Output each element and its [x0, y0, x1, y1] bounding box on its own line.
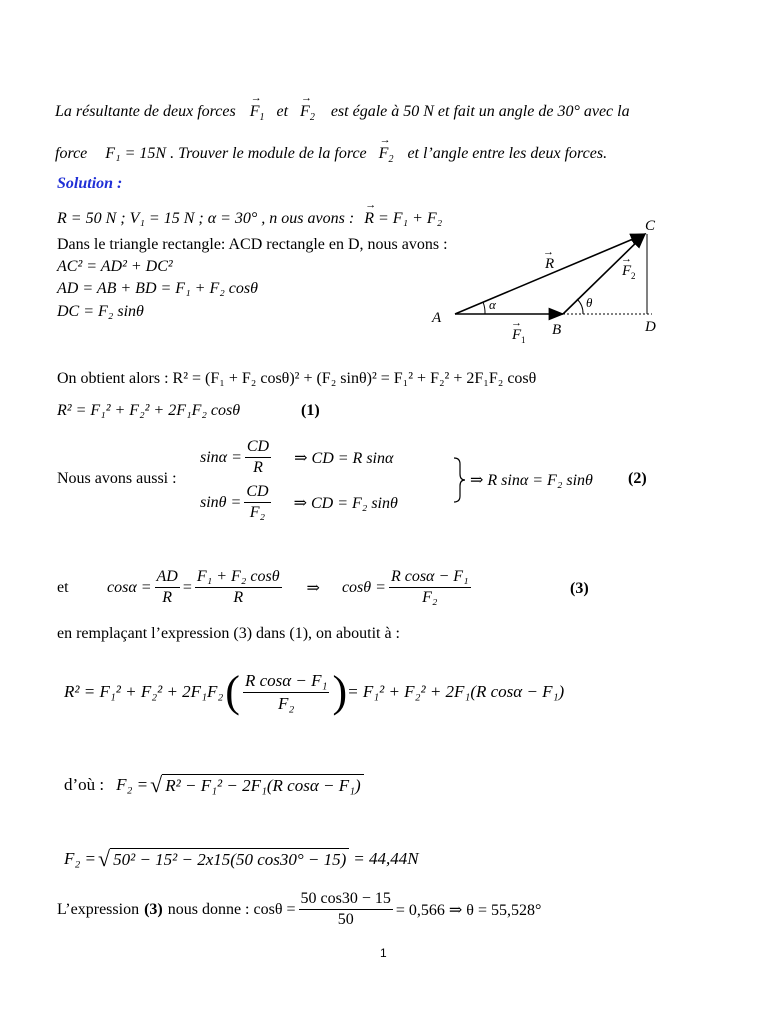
angle-theta-arc	[577, 299, 583, 314]
f2-label: F	[622, 263, 632, 279]
sqrt-icon: √	[150, 772, 163, 797]
substituted-lhs: R² = F₁² + F₂² + 2F₁F₂	[64, 682, 224, 701]
et-word: et	[57, 578, 69, 596]
sin-alpha-line	[200, 438, 393, 478]
problem-text: et	[276, 103, 289, 120]
dou-line	[64, 772, 364, 798]
fraction-denominator: F₂	[422, 589, 438, 607]
obtient-line: On obtient alors : R² = (F₁ + F₂ cosθ)² + (F₂ sinθ)² = F₁² + F₂² + 2F₁F₂ cosθ	[57, 370, 537, 387]
point-b-label: B	[552, 322, 562, 338]
f1-label: F	[512, 327, 522, 343]
equation-1-tag: (1)	[301, 402, 320, 419]
left-paren: (	[225, 667, 240, 716]
equation-ad: AD = AB + BD = F₁ + F₂ cosθ	[57, 280, 258, 297]
problem-equation: F₁ = 15N	[105, 145, 167, 162]
force-triangle-diagram	[425, 212, 665, 352]
fraction-ad-expanded	[195, 568, 282, 608]
final-result: = 0,566 ⇒ θ = 55,528°	[395, 901, 542, 919]
final-line	[57, 890, 541, 930]
givens-line	[57, 210, 442, 228]
sqrt-icon: √	[98, 846, 111, 871]
fraction-numerator: CD	[245, 438, 271, 458]
final-tag: (3)	[144, 900, 163, 918]
fraction-ad-r	[155, 568, 180, 608]
radicand: R² − F₁² − 2F₁(R cosα − F₁)	[162, 774, 363, 796]
final-text: nous donne : cosθ =	[167, 900, 296, 918]
substituted-rhs: = F₁² + F₂² + 2F₁(R cosα − F₁)	[347, 682, 565, 701]
right-brace-icon	[452, 456, 466, 504]
problem-line-1	[55, 103, 630, 123]
fraction-numerator: AD	[155, 568, 180, 588]
vector-f2: → $F_2$	[379, 145, 394, 165]
fraction-denominator: 50	[337, 911, 354, 929]
numeric-result: = 44,44N	[353, 849, 419, 868]
problem-text: est égale à 50 N et fait un angle de 30° avec la	[330, 103, 630, 120]
cos-theta-lhs: cosθ =	[341, 578, 386, 596]
f2-arrow-label: →	[621, 253, 632, 265]
givens-text: R = 50 N ; V₁ = 15 N ; α = 30° , n ous avons :	[57, 210, 355, 227]
problem-text: et l’angle entre les deux forces.	[407, 145, 608, 162]
problem-text: La résultante de deux forces	[55, 103, 236, 120]
aussi-label: Nous avons aussi :	[57, 470, 177, 487]
solution-heading: Solution :	[57, 175, 123, 192]
equation-1: R² = F₁² + F₂² + 2F₁F₂ cosθ	[57, 402, 241, 419]
fraction-numerator: R cosα − F₁	[243, 671, 330, 693]
numeric-line	[64, 846, 419, 872]
vector-equation: → R = F₁ + F₂	[364, 210, 442, 228]
fraction-cd-r	[245, 438, 271, 478]
triangle-text: Dans le triangle rectangle: ACD rectangle en D, nous avons :	[57, 236, 448, 253]
r-label: R	[545, 256, 555, 272]
theta-label: θ	[586, 295, 593, 310]
sin-theta-line	[200, 483, 398, 523]
equation-dc: DC = F₂ sinθ	[57, 303, 144, 320]
fraction-numerator: CD	[244, 483, 270, 503]
vector-f1: → $F_1$	[250, 103, 265, 123]
vector-f2: → $F_2$	[300, 103, 315, 123]
fraction-numerator: 50 cos30 − 15	[299, 890, 393, 910]
problem-text: . Trouver le module de la force	[170, 145, 367, 162]
remplacant-line: en remplaçant l’expression (3) dans (1), on aboutit à :	[57, 625, 400, 642]
angle-alpha-arc	[483, 302, 485, 314]
sin-alpha-rhs: ⇒ CD = R sinα	[294, 449, 394, 467]
point-a-label: A	[432, 310, 442, 326]
fraction-numerator: R cosα − F₁	[389, 568, 471, 588]
fraction-substituted	[243, 671, 330, 713]
point-d-label: D	[645, 319, 656, 335]
equation-3-tag: (3)	[570, 580, 589, 597]
fraction-cd-f2	[244, 483, 270, 523]
f1-subscript: 1	[521, 335, 526, 345]
cos-alpha-lhs: cosα =	[107, 578, 152, 596]
sin-theta-lhs: sinθ =	[200, 493, 242, 511]
final-text: L’expression	[57, 900, 140, 918]
problem-line-2	[55, 145, 607, 165]
radicand: 50² − 15² − 2x15(50 cos30° − 15)	[110, 848, 349, 870]
right-paren: )	[332, 667, 348, 716]
alpha-label: α	[489, 297, 496, 312]
dou-label: d’où :	[64, 775, 105, 794]
fraction-final	[299, 890, 393, 930]
problem-text: force	[55, 145, 88, 162]
f2-lhs: F₂ =	[64, 849, 97, 868]
relation-2: ⇒ R sinα = F₂ sinθ	[470, 472, 593, 489]
f2-subscript: 2	[631, 271, 636, 281]
equation-ac: AC² = AD² + DC²	[57, 258, 173, 275]
r-arrow-label: →	[543, 246, 554, 258]
fraction-denominator: R	[233, 589, 244, 607]
sin-alpha-lhs: sinα =	[200, 448, 242, 466]
cos-line: et cosα = $\frac{AD}{R}$ = $\frac{\text{F₁ + F₂ cosθ}}{R}$ ⇒ cosθ = $\frac{\text{R cosα − F₁}}{\text{F₂}}$	[57, 568, 469, 607]
point-c-label: C	[645, 218, 656, 234]
implies-symbol: ⇒	[306, 579, 320, 597]
substituted-equation	[64, 667, 565, 716]
fraction-denominator: F₂	[278, 693, 295, 713]
page-number: 1	[380, 946, 387, 960]
sin-theta-rhs: ⇒ CD = F₂ sinθ	[293, 494, 398, 512]
fraction-denominator: R	[253, 459, 263, 477]
f1-arrow-label: →	[511, 317, 522, 329]
fraction-denominator: R	[162, 589, 173, 607]
f2-lhs: F₂ =	[116, 775, 149, 794]
fraction-denominator: F₂	[249, 504, 266, 522]
equation-2-tag: (2)	[628, 470, 647, 487]
fraction-numerator: F₁ + F₂ cosθ	[195, 568, 282, 588]
fraction-cos-theta	[389, 568, 471, 608]
